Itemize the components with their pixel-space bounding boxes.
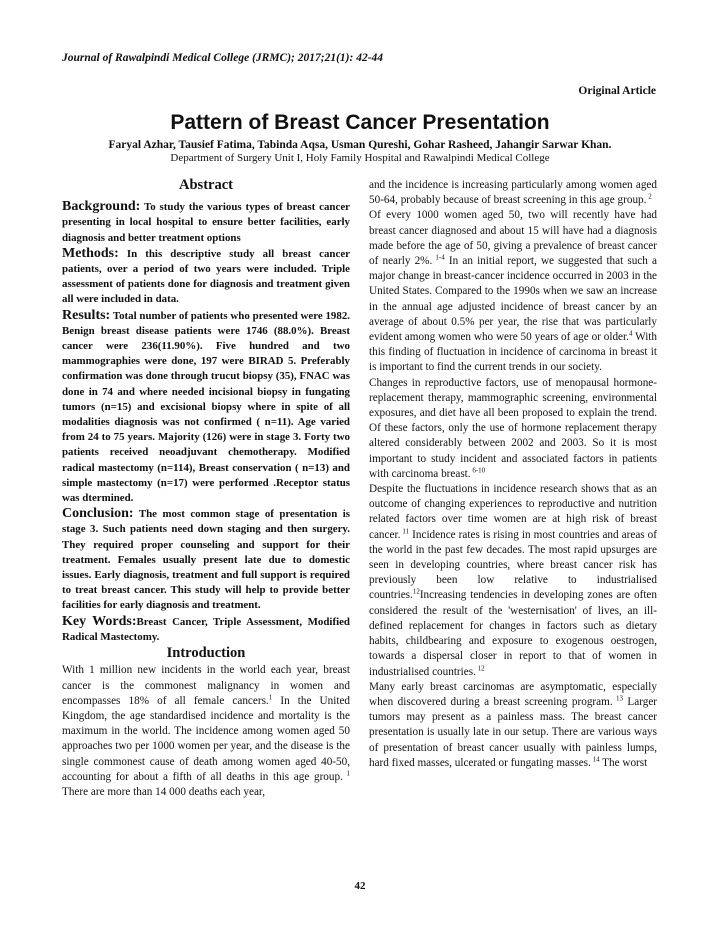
background-text: To study the various types of breast cancer presenting in local hospital to ensure better facilities, early diagnosis and better treatment options bbox=[62, 201, 350, 244]
abstract-body bbox=[62, 199, 350, 645]
results-label: Results: bbox=[62, 307, 111, 323]
citation: 12 bbox=[412, 587, 420, 596]
paper-title: Pattern of Breast Cancer Presentation bbox=[170, 111, 550, 134]
body-text: Many early breast carcinomas are asymptomatic, especially when discovered during a breast screening program. bbox=[369, 680, 657, 708]
citation: 4 bbox=[628, 329, 633, 338]
citation: 12 bbox=[475, 663, 485, 672]
left-column bbox=[62, 176, 350, 800]
body-text: With this finding of fluctuation in incidence of carcinoma in breast it is important to find the current trends in our society. bbox=[369, 331, 658, 374]
abstract-conclusion bbox=[62, 506, 350, 613]
citation: 13 bbox=[612, 694, 623, 703]
abstract-background bbox=[62, 199, 350, 246]
right-column bbox=[369, 178, 657, 771]
body-text: Incidence rates is rising in most countries and areas of the world in the past few decades. The most rapid upsurges are seen in developing countries, where breast cancer risk has previously been low relative to industrialised countries. bbox=[369, 528, 657, 602]
keywords-text: Breast Cancer, Triple Assessment, Modified Radical Mastectomy. bbox=[62, 615, 350, 643]
citation: 1-4 bbox=[432, 253, 445, 262]
intro-paragraph bbox=[62, 663, 350, 800]
intro-text: There are more than 14 000 deaths each year, bbox=[62, 785, 266, 798]
background-label: Background: bbox=[62, 199, 141, 215]
journal-citation: Journal of Rawalpindi Medical College (JRMC); 2017;21(1): 42-44 bbox=[62, 52, 384, 64]
conclusion-label: Conclusion: bbox=[62, 506, 134, 522]
body-text: and the incidence is increasing particularly among women aged 50-64, probably because of breast screening in this age group. bbox=[369, 179, 657, 207]
citation: 1 bbox=[268, 692, 273, 701]
abstract-keywords bbox=[62, 614, 350, 645]
methods-label: Methods: bbox=[62, 245, 119, 261]
body-text: Larger tumors may present as a painless mass. The breast cancer presentation is usually late in our setup. There are various ways of presentation of breast cancer usually with painless lumps, hard fixed masses, ulcerated or fungating masses. bbox=[369, 695, 658, 769]
body-paragraph bbox=[369, 208, 657, 375]
body-text: Despite the fluctuations in incidence research shows that as an outcome of changing experiences to reproductive and nutrition related factors over time women are at high risk of breast cancer. bbox=[369, 483, 657, 541]
page-number: 42 bbox=[354, 880, 366, 892]
author-list: Faryal Azhar, Tausief Fatima, Tabinda Aqsa, Usman Qureshi, Gohar Rasheed, Jahangir Sarwar Khan. bbox=[108, 139, 612, 151]
abstract-heading: Abstract bbox=[179, 177, 233, 193]
article-type: Original Article bbox=[578, 85, 656, 97]
affiliation: Department of Surgery Unit I, Holy Family Hospital and Rawalpindi Medical College bbox=[170, 152, 550, 164]
intro-text: In the United Kingdom, the age standardised incidence and mortality is the maximum in the world. The incidence among women aged 50 approaches two per 1000 women per year, and the disease is the single commonest cause of death among women aged 40-50, accounting for about a fifth of all deaths in this age group. bbox=[62, 694, 350, 783]
abstract-results bbox=[62, 308, 350, 507]
body-text: The worst bbox=[599, 756, 648, 769]
introduction-heading: Introduction bbox=[166, 645, 246, 662]
results-text: Total number of patients who presented were 1982. Benign breast disease patients were 1746 (88.0%). Breast cancer were 236(11.90%). Five hundred and two mammographies were done, 197 were BIRAD 5. Preferably confirmation was done through trucut biopsy (35), FNAC was done in 74 and where needed incisional biopsy in fungating tumors (n=15) and excisional biopsy where in spite of all modalities diagnosis was not confirmed ( n=11). Age varied from 24 to 75 years. Majority (126) were in stage 3. Forty two patients received neoadjuvant chemotherapy. Modified radical mastectomy (n=114), Breast conservation ( n=13) and simple mastectomy (n=17) were performed .Receptor status was dtermined. bbox=[62, 309, 350, 505]
citation: 11 bbox=[400, 526, 410, 535]
body-text: Of every 1000 women aged 50, two will recently have had breast cancer diagnosed and about 15 will have had a diagnosis made before the age of 50, giving a prevalence of breast cancer of nearly 2%. bbox=[369, 209, 657, 268]
body-text: Increasing tendencies in developing zones are often considered the result of the 'westernisation' of lives, an ill-defined replacement for changes in factors such as dietary habits, childbearing and exposure to exogenous oestrogen, towards a dispersal closer in report to that of women in industrialised countries. bbox=[369, 589, 657, 678]
abstract-methods bbox=[62, 246, 350, 308]
body-text: In an initial report, we suggested that such a major change in breast-cancer incidence occurred in 2003 in the United States. Compared to the 1990s when we saw an increase in the annual age adjusted incidence of breast cancer by an average of about 0.5% per year, the rise that was particularly evident among women who were 50 years of age or older. bbox=[369, 255, 657, 344]
citation: 2 bbox=[646, 192, 652, 201]
body-paragraph bbox=[369, 680, 657, 771]
citation: 6-10 bbox=[470, 466, 486, 475]
intro-text: With 1 million new incidents in the world each year, breast cancer is the commonest malignancy in women and encompasses 18% of all female cancers. bbox=[62, 664, 350, 707]
citation: 14 bbox=[590, 754, 600, 763]
citation: 1 bbox=[342, 768, 350, 777]
body-paragraph bbox=[369, 482, 657, 680]
body-paragraph bbox=[369, 376, 657, 482]
keywords-label: Key Words: bbox=[62, 613, 137, 629]
body-text: Changes in reproductive factors, use of menopausal hormone-replacement therapy, mammographic screening, environmental exposures, and diet have all been proposed to explain the trend. Of these factors, only the use of hormone replacement therapy altered considerably between 2002 and 2003. So it is most important to study incident and associated factors in patients with carcinoma breast. bbox=[369, 376, 657, 480]
methods-text: In this descriptive study all breast cancer patients, over a period of two years were included. Triple assessment of patients done for diagnosis and treatment given all were included in data. bbox=[62, 247, 350, 306]
body-paragraph bbox=[369, 178, 657, 208]
conclusion-text: The most common stage of presentation is stage 3. Such patients need down staging and then surgery. They required proper counseling and support for their treatment. Females usually present late due to domestic issues. Early diagnosis, treatment and full support is required to treat breast cancer. This study will help to provide better facilities for early diagnosis and treatment. bbox=[62, 508, 350, 612]
